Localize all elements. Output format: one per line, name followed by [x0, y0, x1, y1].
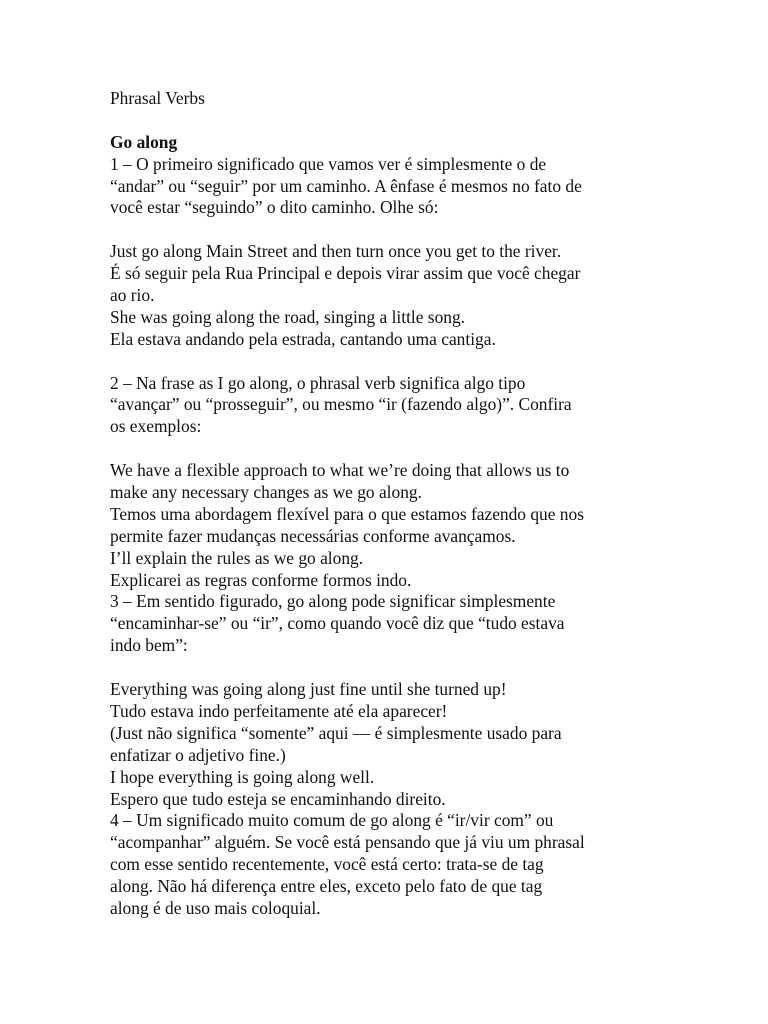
- text-line: along. Não há diferença entre eles, exceto pelo fato de que tag: [110, 876, 543, 897]
- text-line: você estar “seguindo” o dito caminho. Olhe só:: [110, 197, 439, 218]
- text-line: along é de uso mais coloquial.: [110, 897, 321, 918]
- spacer: [110, 110, 670, 132]
- text-line: Everything was going along just fine until she turned up!: [110, 679, 507, 700]
- text-line: “avançar” ou “prosseguir”, ou mesmo “ir (fazendo algo)”. Confira: [110, 394, 572, 415]
- text-line: “andar” ou “seguir” por um caminho. A ênfase é mesmos no fato de: [110, 175, 582, 196]
- text-line: enfatizar o adjetivo fine.): [110, 744, 286, 765]
- text-line: Ela estava andando pela estrada, cantando uma cantiga.: [110, 328, 496, 349]
- text-line: permite fazer mudanças necessárias conforme avançamos.: [110, 525, 516, 546]
- document-page: [110, 88, 670, 920]
- spacer: [110, 438, 670, 460]
- document-body: [110, 154, 670, 920]
- spacer: [110, 351, 670, 373]
- text-line: Temos uma abordagem flexível para o que estamos fazendo que nos: [110, 503, 584, 524]
- text-line: make any necessary changes as we go along.: [110, 482, 422, 503]
- text-line: I’ll explain the rules as we go along.: [110, 547, 364, 568]
- text-line: 4 – Um significado muito comum de go along é “ir/vir com” ou: [110, 810, 554, 831]
- text-line: “encaminhar-se” ou “ir”, como quando você diz que “tudo estava: [110, 613, 565, 634]
- text-line: ao rio.: [110, 285, 155, 306]
- text-line: She was going along the road, singing a little song.: [110, 306, 466, 327]
- text-line: We have a flexible approach to what we’re doing that allows us to: [110, 460, 570, 481]
- text-line: Espero que tudo esteja se encaminhando direito.: [110, 788, 446, 809]
- text-line: É só seguir pela Rua Principal e depois virar assim que você chegar: [110, 263, 581, 284]
- document-title: Phrasal Verbs: [110, 88, 205, 108]
- section-heading: Go along: [110, 131, 178, 152]
- text-line: os exemplos:: [110, 416, 202, 437]
- text-line: “acompanhar” alguém. Se você está pensando que já viu um phrasal: [110, 832, 585, 853]
- text-line: com esse sentido recentemente, você está certo: trata-se de tag: [110, 854, 544, 875]
- text-line: Tudo estava indo perfeitamente até ela aparecer!: [110, 700, 448, 721]
- spacer: [110, 219, 670, 241]
- text-line: Explicarei as regras conforme formos indo.: [110, 569, 412, 590]
- text-line: 3 – Em sentido figurado, go along pode significar simplesmente: [110, 591, 556, 612]
- text-line: (Just não significa “somente” aqui — é simplesmente usado para: [110, 722, 562, 743]
- text-line: Just go along Main Street and then turn once you get to the river.: [110, 241, 562, 262]
- text-line: I hope everything is going along well.: [110, 766, 375, 787]
- text-line: indo bem”:: [110, 635, 188, 656]
- spacer: [110, 657, 670, 679]
- text-line: 1 – O primeiro significado que vamos ver é simplesmente o de: [110, 153, 547, 174]
- text-line: 2 – Na frase as I go along, o phrasal verb significa algo tipo: [110, 372, 526, 393]
